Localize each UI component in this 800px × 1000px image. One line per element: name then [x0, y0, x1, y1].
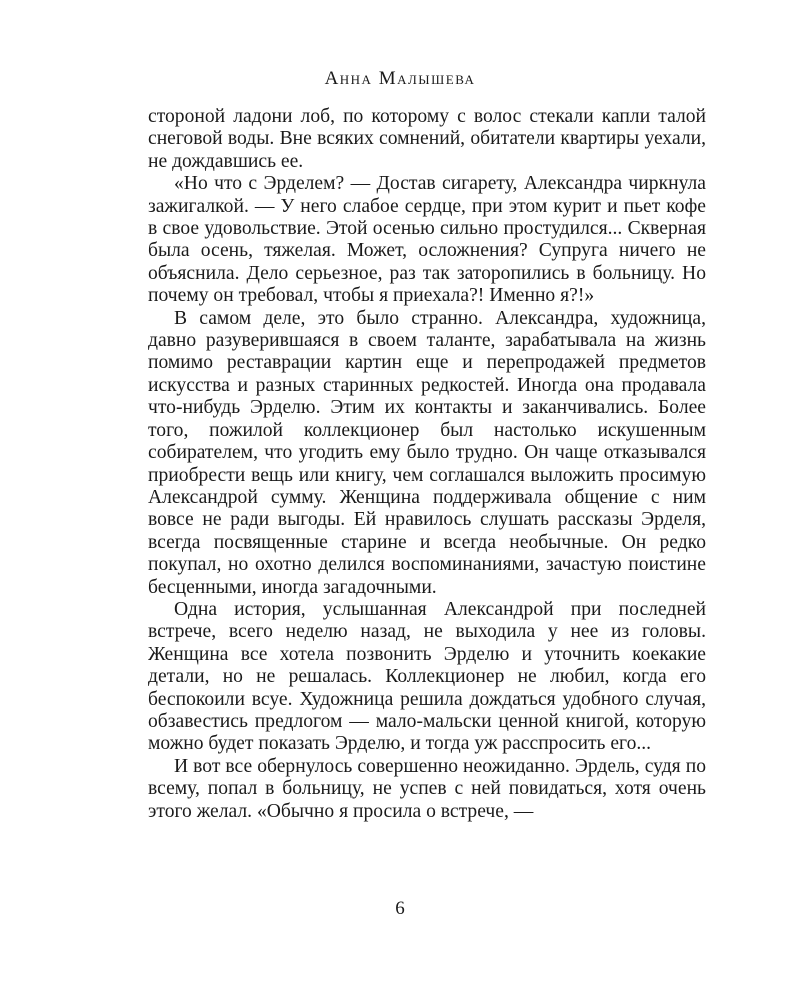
paragraph: Одна история, услышанная Александрой при последней встрече, всего неделю назад, не выходила у нее из головы. Женщина все хотела позвонить Эрделю и уточнить коекакие детали, но не решалась. Коллекционер не любил, когда его беспокоили всуе. Художница решила дождаться удобного случая, обзавестись предлогом — мало-мальски ценной книгой, которую можно будет показать Эрделю, и тогда уж расспросить его...	[148, 598, 706, 755]
running-header: Анна Малышева	[324, 68, 476, 89]
page-number: 6	[395, 898, 405, 919]
paragraph: стороной ладони лоб, по которому с волос стекали капли талой снеговой воды. Вне всяких сомнений, обитатели квартиры уехали, не дождавшись ее.	[148, 106, 706, 172]
paragraph: В самом деле, это было странно. Александра, художница, давно разуверившаяся в своем таланте, зарабатывала на жизнь помимо реставрации картин еще и перепродажей предметов искусства и разных старинных редкостей. Иногда она продавала что-нибудь Эрделю. Этим их контакты и заканчивались. Более того, пожилой коллекционер был настолько искушенным собирателем, что угодить ему было трудно. Он чаще отказывался приобрести вещь или книгу, чем соглашался выложить просимую Александрой сумму. Женщина поддерживала общение с ним вовсе не ради выгоды. Ей нравилось слушать рассказы Эрделя, всегда посвященные старине и всегда необычные. Он редко покупал, но охотно делился воспоминаниями, зачастую поистине бесценными, иногда загадочными.	[148, 307, 706, 598]
body-text	[148, 106, 706, 823]
paragraph: «Но что с Эрделем? — Достав сигарету, Александра чиркнула зажигалкой. — У него слабое сердце, при этом курит и пьет кофе в свое удовольствие. Этой осенью сильно простудился... Скверная была осень, тяжелая. Может, осложнения? Супруга ничего не объяснила. Дело серьезное, раз так заторопились в больницу. Но почему он требовал, чтобы я приехала?! Именно я?!»	[148, 173, 706, 307]
paragraph: И вот все обернулось совершенно неожиданно. Эрдель, судя по всему, попал в больницу, не успев с ней повидаться, хотя очень этого желал. «Обычно я просила о встрече, —	[148, 755, 706, 822]
